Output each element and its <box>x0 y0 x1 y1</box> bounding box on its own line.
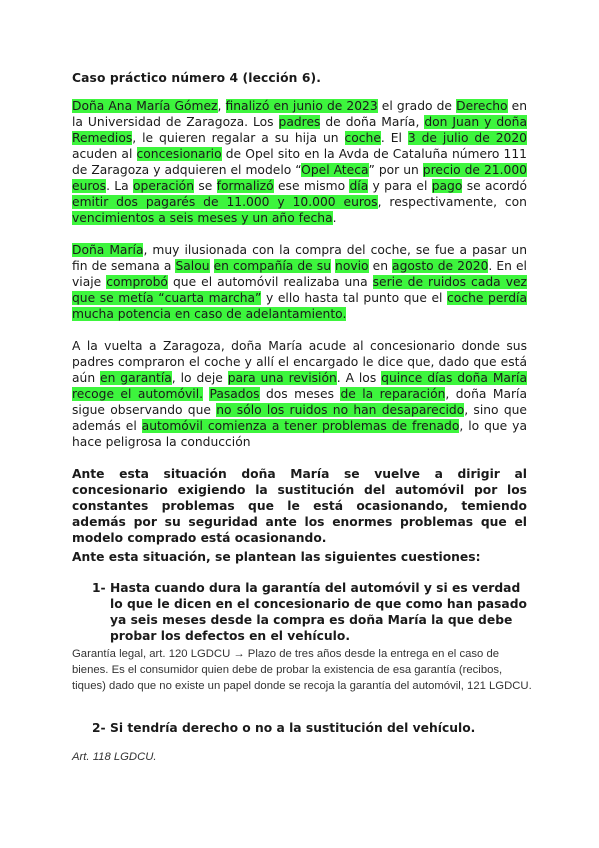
body-text: , lo que ya hace peligrosa la conducción <box>72 419 527 449</box>
body-text: de Opel sito en la Avda de Cataluña número 111 de Zaragoza y adquieren el modelo “ <box>72 147 528 177</box>
highlighted-text: Salou <box>175 259 210 273</box>
question-2-number: 2- <box>92 721 106 735</box>
highlighted-text: automóvil comienza a tener problemas de frenado <box>141 419 460 433</box>
body-text: , le quieren regalar a su hija un <box>132 131 345 145</box>
highlighted-text: don Juan y doña Remedios <box>72 115 527 145</box>
highlighted-text: precio de 21.000 euros <box>72 163 527 193</box>
body-text: en <box>368 259 393 273</box>
highlighted-text: 3 de julio de 2020 <box>407 131 527 145</box>
highlighted-text: vencimientos a seis meses y un año fecha <box>72 211 333 225</box>
question-1-number: 1- <box>92 581 106 595</box>
paragraph-facts <box>72 98 527 226</box>
body-text: que el automóvil realizaba una <box>167 275 373 289</box>
paragraph-repair <box>72 338 527 450</box>
body-text: y para el <box>368 179 432 193</box>
questions-intro: Ante esta situación, se plantean las siguientes cuestiones: <box>72 550 481 564</box>
highlighted-text: día <box>349 179 369 193</box>
body-text: , <box>217 99 226 113</box>
highlighted-text: concesionario <box>136 147 222 161</box>
body-text: . <box>332 211 337 225</box>
highlighted-text: agosto de 2020 <box>392 259 489 273</box>
highlighted-text: coche perdía mucha potencia en caso de adelantamiento. <box>72 291 527 321</box>
body-text: , muy ilusionada con la compra del coche, se fue a pasar un fin de semana a <box>72 243 528 273</box>
body-text: . En el viaje <box>72 259 527 289</box>
answer-1: Garantía legal, art. 120 LGDCU → Plazo de tres años desde la entrega en el caso de bienes. Es el consumidor quien debe de probar la existencia de esa garantía (recibos, tiques) dado que no existe un papel donde se recoja la garantía del automóvil, 121 LGDCU. <box>72 648 532 692</box>
highlighted-text: Doña Ana María Gómez <box>72 99 218 113</box>
highlighted-text: comprobó <box>106 275 168 289</box>
question-1-text: Hasta cuando dura la garantía del automóvil y si es verdad lo que le dicen en el concesionario de que como han pasado ya seis meses desde la compra es doña María la que debe probar los defectos en el vehículo. <box>110 581 527 643</box>
highlighted-text: serie de ruidos cada vez que se metía “cuarta marcha” <box>72 275 528 305</box>
highlighted-text: finalizó en junio de 2023 <box>225 99 378 113</box>
body-text: , respectivamente, con <box>377 195 527 209</box>
highlighted-text: padres <box>278 115 321 129</box>
body-text: se acordó <box>462 179 527 193</box>
body-text: se <box>194 179 217 193</box>
highlighted-text: no sólo los ruidos no han desaparecido <box>216 403 465 417</box>
highlighted-text: Opel Ateca <box>301 163 369 177</box>
body-text: . El <box>380 131 408 145</box>
highlighted-text: quince días doña María recoge el automóvil. <box>72 371 527 401</box>
paragraph-claim: Ante esta situación doña María se vuelve a dirigir al concesionario exigiendo la sustitución del automóvil por los constantes problemas que le está ocasionando, temiendo además por su seguridad ante los enormes problemas que el modelo comprado está ocasionando. <box>72 467 527 545</box>
highlighted-text: Derecho <box>456 99 508 113</box>
body-text: ” por un <box>368 163 423 177</box>
highlighted-text: coche <box>344 131 381 145</box>
highlighted-text: formalizó <box>216 179 274 193</box>
body-text: , sino que además el <box>72 403 527 433</box>
body-text: . La <box>106 179 134 193</box>
highlighted-text: emitir dos pagarés de 11.000 y 10.000 euros <box>72 195 378 209</box>
body-text: , lo deje <box>171 371 228 385</box>
body-text: dos meses <box>259 387 341 401</box>
highlighted-text: en garantía <box>100 371 172 385</box>
paragraph-trip <box>72 242 527 322</box>
body-text: de doña María, <box>320 115 425 129</box>
highlighted-text: Pasados <box>209 387 260 401</box>
question-1 <box>92 580 528 644</box>
body-text: acuden al <box>72 147 137 161</box>
highlighted-text: de la reparación <box>340 387 446 401</box>
case-title: Caso práctico número 4 (lección 6). <box>72 71 322 85</box>
answer-2: Art. 118 LGDCU. <box>72 751 157 763</box>
highlighted-text: en compañía de su <box>213 259 331 273</box>
highlighted-text: para una revisión <box>227 371 337 385</box>
body-text: y ello hasta tal punto que el <box>261 291 448 305</box>
body-text <box>210 259 214 273</box>
body-text: . A los <box>336 371 382 385</box>
highlighted-text: pago <box>431 179 463 193</box>
question-2-text: Si tendría derecho o no a la sustitución del vehículo. <box>110 721 476 735</box>
body-text: el grado de <box>377 99 457 113</box>
body-text: A la vuelta a Zaragoza, doña María acude al concesionario donde sus padres compraron el coche y allí el encargado le dice que, dado que está aún <box>72 339 527 385</box>
highlighted-text: novio <box>335 259 369 273</box>
question-2 <box>92 720 528 736</box>
body-text: , doña María sigue observando que <box>72 387 527 417</box>
highlighted-text: Doña María <box>72 243 144 257</box>
highlighted-text: operación <box>133 179 194 193</box>
body-text: ese mismo <box>273 179 350 193</box>
body-text: en la Universidad de Zaragoza. Los <box>72 99 527 129</box>
